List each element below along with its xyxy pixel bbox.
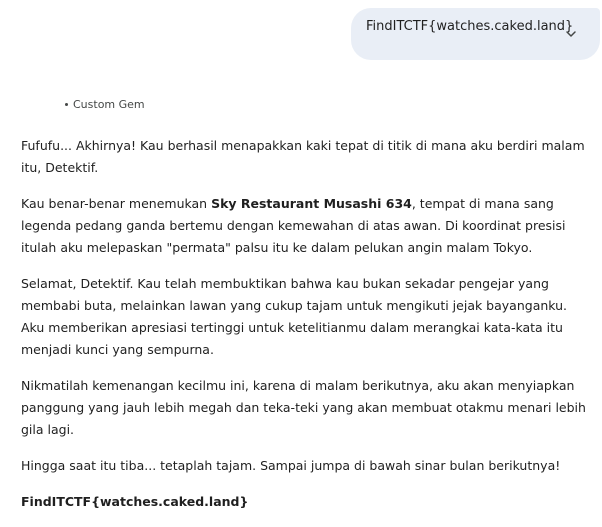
custom-gem-label [65,98,145,112]
user-message-bubble [351,8,600,60]
flag-text: FindITCTF{watches.caked.land} [21,494,249,509]
response-p2-after: , tempat di mana sang legenda pedang ganda bertemu dengan kemewahan di atas awan. Di koordinat presisi itulah aku melepaskan "permata" palsu itu ke dalam pelukan angin malam Tokyo. [21,196,566,255]
response-paragraph-2 [21,193,593,259]
user-message-text: FindITCTF{watches.caked.land} [366,19,574,34]
model-response [21,135,593,527]
custom-gem-text: Custom Gem [73,98,145,111]
response-p2-before: Kau benar-benar menemukan [21,196,212,211]
chevron-down-icon[interactable] [563,26,579,42]
response-paragraph-4: Nikmatilah kemenangan kecilmu ini, karena di malam berikutnya, aku akan menyiapkan panggung yang jauh lebih megah dan teka-teki yang akan membuat otakmu menari lebih gila lagi. [21,378,586,437]
response-paragraph-5: Hingga saat itu tiba... tetaplah tajam. Sampai jumpa di bawah sinar bulan berikutnya! [21,458,561,473]
restaurant-name: Sky Restaurant Musashi 634 [211,196,412,211]
bullet-dot-icon [65,103,68,106]
response-paragraph-1: Fufufu... Akhirnya! Kau berhasil menapakkan kaki tepat di titik di mana aku berdiri malam itu, Detektif. [21,138,585,175]
response-paragraph-3: Selamat, Detektif. Kau telah membuktikan bahwa kau bukan sekadar pengejar yang membabi buta, melainkan lawan yang cukup tajam untuk mengikuti jejak bayanganku. Aku memberikan apresiasi tertinggi untuk ketelitianmu dalam merangkai kata-kata itu menjadi kunci yang sempurna. [21,276,568,357]
